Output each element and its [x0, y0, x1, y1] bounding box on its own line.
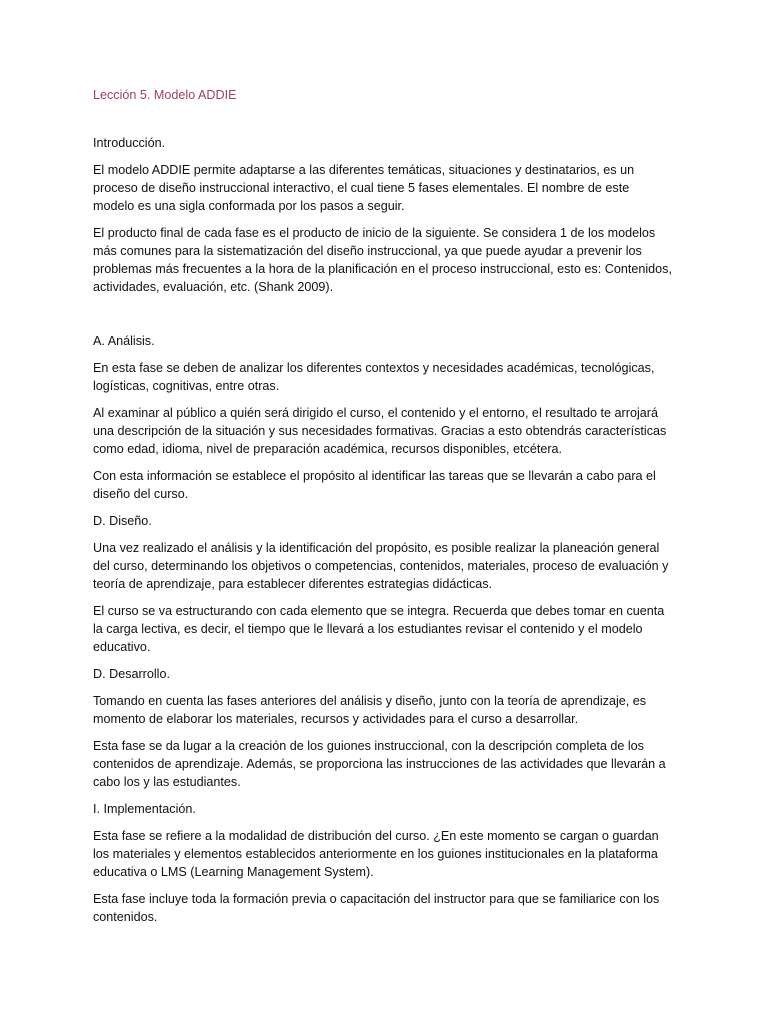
design-paragraph-2: El curso se va estructurando con cada elemento que se integra. Recuerda que debes tomar en cuenta la carga lectiva, es decir, el tiempo que le llevará a los estudiantes revisar el contenido y el modelo educativo.	[93, 604, 665, 654]
analysis-paragraph-2: Al examinar al público a quién será dirigido el curso, el contenido y el entorno, el resultado te arrojará una descripción de la situación y sus necesidades formativas. Gracias a esto obtendrás características como edad, idioma, nivel de preparación académica, recursos disponibles, etcétera.	[93, 406, 667, 456]
implementation-heading: I. Implementación.	[93, 802, 196, 816]
intro-paragraph-1: El modelo ADDIE permite adaptarse a las diferentes temáticas, situaciones y destinatarios, es un proceso de diseño instruccional interactivo, el cual tiene 5 fases elementales. El nombre de este modelo es una sigla conformada por los pasos a seguir.	[93, 163, 635, 213]
development-paragraph-2: Esta fase se da lugar a la creación de los guiones instruccional, con la descripción completa de los contenidos de aprendizaje. Además, se proporciona las instrucciones de las actividades que llevarán a cabo los y las estudiantes.	[93, 739, 666, 789]
implementation-paragraph-2: Esta fase incluye toda la formación previa o capacitación del instructor para que se familiarice con los contenidos.	[93, 892, 660, 924]
document-page	[93, 86, 673, 935]
analysis-paragraph-3: Con esta información se establece el propósito al identificar las tareas que se llevarán a cabo para el diseño del curso.	[93, 469, 656, 501]
analysis-paragraph-1: En esta fase se deben de analizar los diferentes contextos y necesidades académicas, tecnológicas, logísticas, cognitivas, entre otras.	[93, 361, 655, 393]
implementation-paragraph-1: Esta fase se refiere a la modalidad de distribución del curso. ¿En este momento se cargan o guardan los materiales y elementos establecidos anteriormente en los guiones institucionales en la plataforma educativa o LMS (Learning Management System).	[93, 829, 659, 879]
analysis-heading: A. Análisis.	[93, 334, 155, 348]
development-paragraph-1: Tomando en cuenta las fases anteriores del análisis y diseño, junto con la teoría de aprendizaje, es momento de elaborar los materiales, recursos y actividades para el curso a desarrollar.	[93, 694, 647, 726]
intro-heading: Introducción.	[93, 136, 166, 150]
design-heading: D. Diseño.	[93, 514, 152, 528]
design-paragraph-1: Una vez realizado el análisis y la identificación del propósito, es posible realizar la planeación general del curso, determinando los objetivos o competencias, contenidos, materiales, proceso de evaluación y teoría de aprendizaje, para establecer diferentes estrategias didácticas.	[93, 541, 669, 591]
development-heading: D. Desarrollo.	[93, 667, 170, 681]
intro-paragraph-2: El producto final de cada fase es el producto de inicio de la siguiente. Se considera 1 de los modelos más comunes para la sistematización del diseño instruccional, ya que puede ayudar a prevenir los problemas más frecuentes a la hora de la planificación en el proceso instruccional, esto es: Contenidos, actividades, evaluación, etc. (Shank 2009).	[93, 226, 672, 294]
lesson-title: Lección 5. Modelo ADDIE	[93, 88, 237, 102]
